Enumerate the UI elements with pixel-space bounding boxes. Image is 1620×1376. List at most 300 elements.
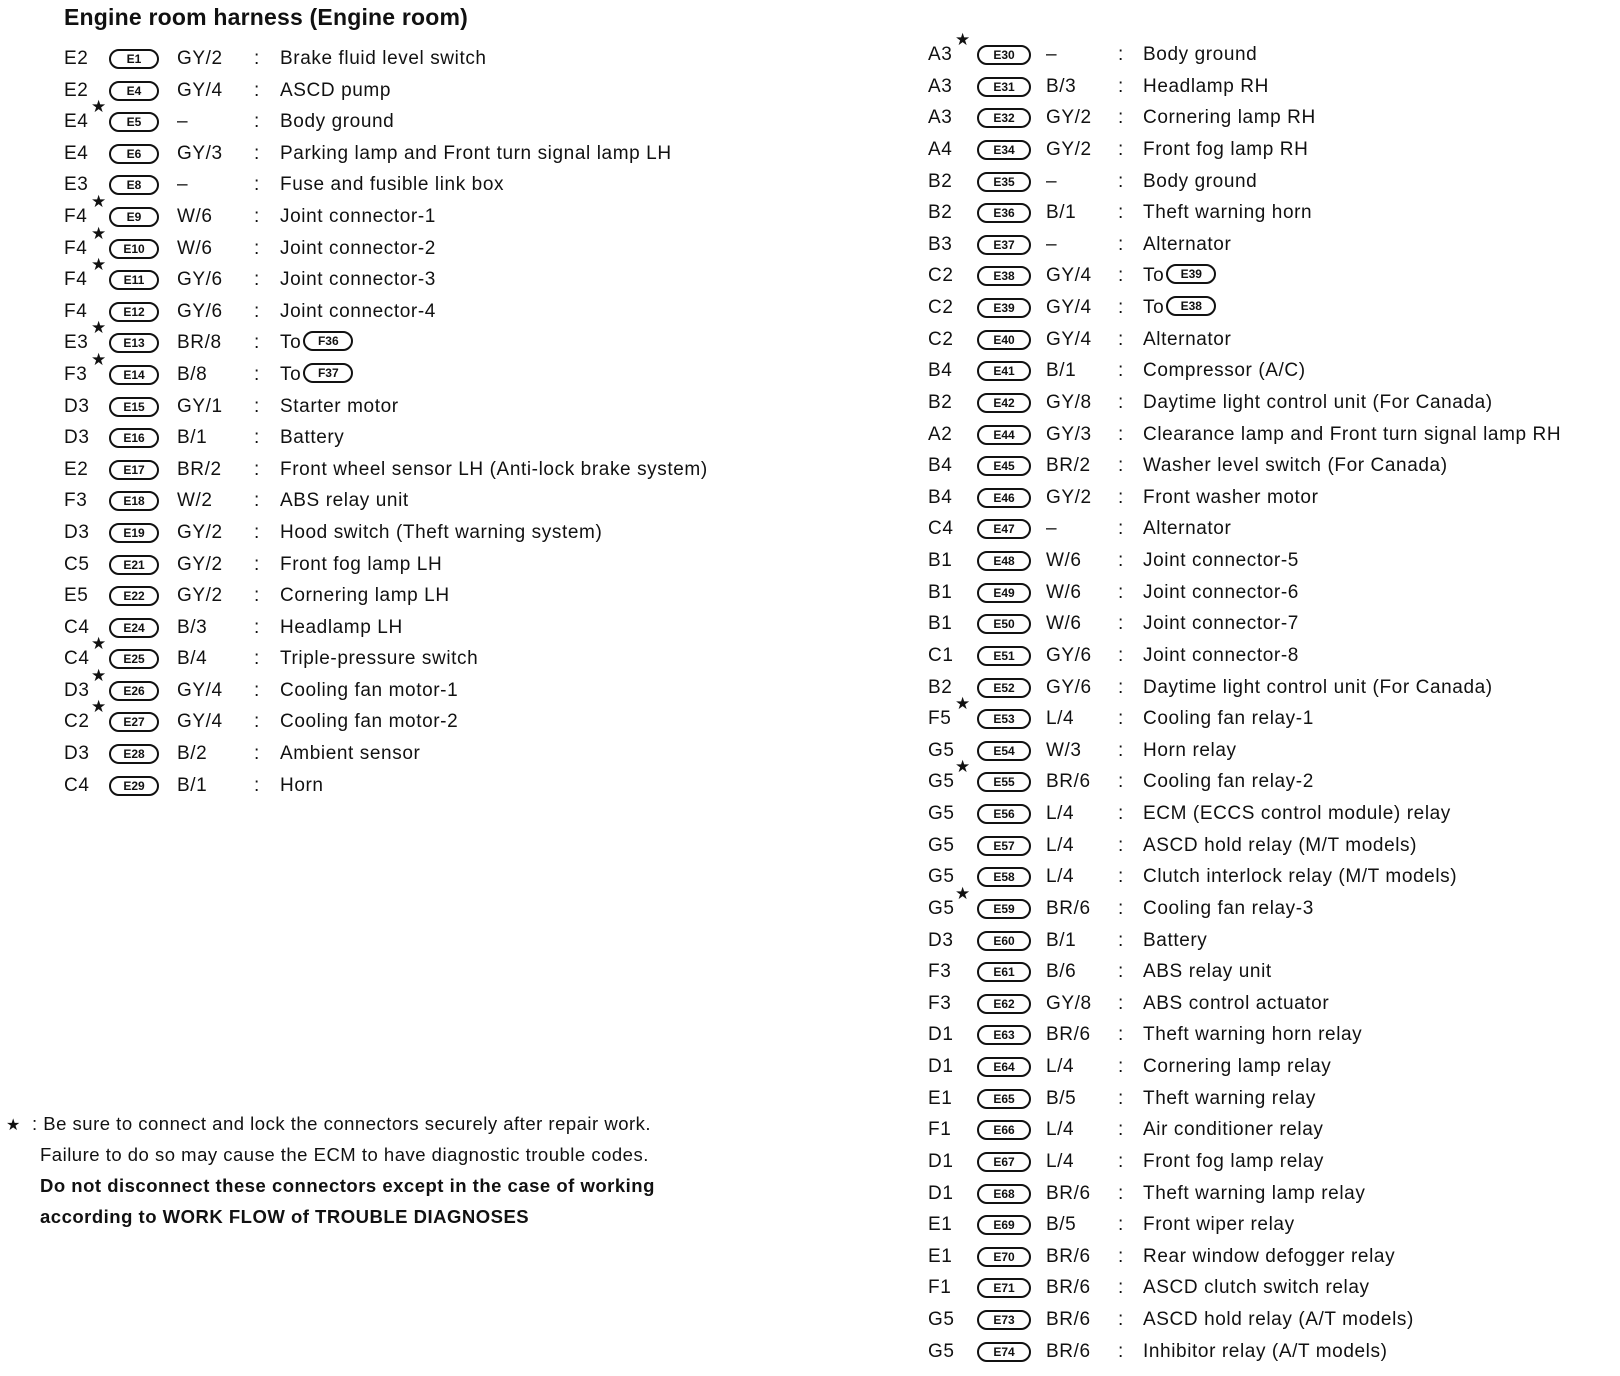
connector-description bbox=[280, 43, 487, 75]
grid-location: D1 bbox=[928, 1182, 954, 1204]
right-connector-list bbox=[928, 30, 1618, 1367]
wire-color-pins: GY/8 bbox=[1046, 992, 1092, 1014]
grid-location: D1 bbox=[928, 1150, 954, 1172]
description-text: Brake fluid level switch bbox=[280, 48, 487, 69]
connector-number-badge: E39 bbox=[977, 298, 1031, 318]
connector-description bbox=[1143, 1209, 1295, 1241]
connector-description bbox=[1143, 513, 1231, 545]
connector-row bbox=[64, 422, 844, 454]
connector-description bbox=[280, 706, 458, 738]
grid-location: D3 bbox=[64, 427, 90, 449]
connector-description bbox=[1143, 450, 1448, 482]
description-text: To bbox=[280, 332, 302, 354]
connector-number-badge: E28 bbox=[109, 744, 159, 764]
description-text: Joint connector-4 bbox=[280, 300, 436, 322]
description-text: ASCD hold relay (M/T models) bbox=[1143, 834, 1418, 856]
star-icon: ★ bbox=[91, 318, 107, 338]
connector-number-badge: E61 bbox=[977, 962, 1031, 982]
connector-row bbox=[64, 738, 844, 770]
connector-number-badge: E40 bbox=[977, 330, 1031, 350]
separator: : bbox=[254, 616, 260, 638]
description-text: Cooling fan relay-1 bbox=[1143, 708, 1314, 730]
wire-color-pins: B/1 bbox=[1046, 929, 1077, 951]
connector-row bbox=[928, 1051, 1618, 1083]
separator: : bbox=[1118, 1277, 1124, 1299]
connector-number-badge: E19 bbox=[109, 523, 159, 543]
description-text: Front fog lamp LH bbox=[280, 553, 443, 575]
connector-number-badge: E26 bbox=[109, 681, 159, 701]
grid-location: G5 bbox=[928, 1340, 955, 1362]
separator: : bbox=[1118, 486, 1124, 508]
description-text: Starter motor bbox=[280, 395, 399, 417]
grid-location: G5 bbox=[928, 771, 955, 793]
grid-location: E3 bbox=[64, 332, 89, 354]
description-text: Body ground bbox=[1143, 170, 1258, 192]
separator: : bbox=[254, 711, 260, 733]
description-text: Body ground bbox=[1143, 44, 1258, 65]
separator: : bbox=[1118, 328, 1124, 350]
wire-color-pins: GY/6 bbox=[177, 269, 223, 291]
connector-description bbox=[280, 359, 353, 391]
connector-description bbox=[1143, 1051, 1331, 1083]
separator: : bbox=[1118, 771, 1124, 793]
wire-color-pins: GY/6 bbox=[1046, 644, 1092, 666]
connector-description bbox=[280, 738, 420, 770]
connector-number-badge: E31 bbox=[977, 77, 1031, 97]
description-text: Cooling fan motor-1 bbox=[280, 679, 459, 701]
connector-description bbox=[1143, 1241, 1395, 1273]
connector-number-badge: E70 bbox=[977, 1247, 1031, 1267]
wire-color-pins: B/2 bbox=[177, 743, 208, 765]
connector-description bbox=[280, 580, 450, 612]
separator: : bbox=[1118, 1119, 1124, 1141]
grid-location: B2 bbox=[928, 202, 953, 224]
connector-description bbox=[280, 549, 442, 581]
grid-location: F5 bbox=[928, 708, 952, 730]
connector-number-badge: E12 bbox=[109, 302, 159, 322]
connector-description bbox=[280, 517, 602, 549]
connector-row bbox=[928, 757, 1618, 798]
description-text: To bbox=[1143, 265, 1165, 287]
connector-number-badge: E4 bbox=[109, 81, 159, 101]
separator: : bbox=[254, 679, 260, 701]
star-icon: ★ bbox=[91, 255, 107, 275]
grid-location: E5 bbox=[64, 585, 89, 607]
connector-row bbox=[928, 545, 1618, 577]
note-line-1: : Be sure to connect and lock the connectors securely after repair work. bbox=[32, 1113, 652, 1134]
description-text: Alternator bbox=[1143, 328, 1232, 350]
grid-location: F3 bbox=[928, 992, 952, 1014]
grid-location: B4 bbox=[928, 455, 953, 477]
wire-color-pins: L/4 bbox=[1046, 866, 1075, 888]
grid-location: F1 bbox=[928, 1119, 952, 1141]
separator: : bbox=[1118, 1245, 1124, 1267]
wire-color-pins: B/1 bbox=[1046, 202, 1077, 224]
connector-description bbox=[280, 422, 344, 454]
grid-location: F4 bbox=[64, 300, 88, 322]
connector-row bbox=[928, 925, 1618, 957]
connector-number-badge: E11 bbox=[109, 270, 159, 290]
grid-location: B2 bbox=[928, 170, 953, 192]
grid-location: C2 bbox=[64, 711, 90, 733]
description-text: Joint connector-5 bbox=[1143, 550, 1299, 571]
wire-color-pins: BR/6 bbox=[1046, 1340, 1091, 1362]
description-text: Front fog lamp RH bbox=[1143, 138, 1309, 160]
wire-color-pins: – bbox=[1046, 518, 1058, 540]
wire-color-pins: BR/6 bbox=[1046, 1024, 1091, 1046]
wire-color-pins: GY/4 bbox=[177, 711, 223, 733]
separator: : bbox=[254, 237, 260, 259]
grid-location: C4 bbox=[64, 616, 90, 638]
separator: : bbox=[254, 585, 260, 607]
connector-description bbox=[280, 675, 458, 707]
connector-row bbox=[64, 169, 844, 201]
description-text: Triple-pressure switch bbox=[280, 648, 479, 670]
description-text: Headlamp RH bbox=[1143, 75, 1269, 97]
separator: : bbox=[254, 427, 260, 449]
connector-number-badge: E38 bbox=[977, 266, 1031, 286]
wire-color-pins: BR/6 bbox=[1046, 1245, 1091, 1267]
description-text: Cornering lamp relay bbox=[1143, 1056, 1332, 1077]
grid-location: G5 bbox=[928, 866, 955, 888]
connector-description bbox=[1143, 134, 1308, 166]
star-icon: ★ bbox=[955, 757, 971, 777]
separator: : bbox=[254, 332, 260, 354]
grid-location: D3 bbox=[64, 679, 90, 701]
separator: : bbox=[254, 79, 260, 101]
connector-description bbox=[1143, 640, 1299, 672]
grid-location: C2 bbox=[928, 297, 954, 318]
to-connector-badge: E38 bbox=[1166, 296, 1216, 316]
grid-location: C1 bbox=[928, 644, 954, 666]
connector-number-badge: E48 bbox=[977, 551, 1031, 571]
connector-row bbox=[928, 956, 1618, 988]
connector-description bbox=[1143, 482, 1319, 514]
note-line-4: according to WORK FLOW of TROUBLE DIAGNOSES bbox=[40, 1206, 530, 1227]
separator: : bbox=[254, 48, 260, 69]
connector-row bbox=[928, 988, 1618, 1020]
connector-row bbox=[928, 166, 1618, 198]
separator: : bbox=[254, 269, 260, 291]
connector-number-badge: E57 bbox=[977, 836, 1031, 856]
description-text: Theft warning lamp relay bbox=[1143, 1182, 1366, 1204]
connector-number-badge: E37 bbox=[977, 235, 1031, 255]
wire-color-pins: – bbox=[1046, 233, 1058, 255]
connector-row bbox=[928, 1146, 1618, 1178]
connector-row bbox=[928, 513, 1618, 545]
connector-row bbox=[928, 883, 1618, 925]
connector-number-badge: E60 bbox=[977, 931, 1031, 951]
separator: : bbox=[1118, 550, 1124, 571]
separator: : bbox=[254, 553, 260, 575]
separator: : bbox=[254, 174, 260, 196]
description-text: Front wheel sensor LH (Anti-lock brake system) bbox=[280, 458, 708, 480]
grid-location: D1 bbox=[928, 1056, 954, 1077]
connector-row bbox=[928, 197, 1618, 229]
to-connector-badge: F37 bbox=[303, 363, 353, 383]
connector-description bbox=[1143, 102, 1316, 134]
description-text: Daytime light control unit (For Canada) bbox=[1143, 391, 1493, 413]
description-text: To bbox=[280, 363, 302, 385]
wire-color-pins: BR/6 bbox=[1046, 1309, 1091, 1330]
grid-location: G5 bbox=[928, 803, 955, 824]
connector-description bbox=[280, 327, 353, 359]
separator: : bbox=[1118, 423, 1124, 445]
description-text: Compressor (A/C) bbox=[1143, 360, 1306, 382]
connector-row bbox=[928, 260, 1618, 292]
grid-location: E4 bbox=[64, 111, 89, 133]
grid-location: C4 bbox=[928, 518, 954, 540]
connector-description bbox=[1143, 893, 1314, 925]
connector-number-badge: E17 bbox=[109, 460, 159, 480]
description-text: Air conditioner relay bbox=[1143, 1119, 1324, 1141]
connector-number-badge: E8 bbox=[109, 175, 159, 195]
separator: : bbox=[1118, 138, 1124, 160]
connector-number-badge: E73 bbox=[977, 1310, 1031, 1330]
connector-row bbox=[64, 349, 844, 391]
connector-row bbox=[928, 292, 1618, 324]
page-title: Engine room harness (Engine room) bbox=[64, 4, 469, 30]
connector-row bbox=[928, 387, 1618, 419]
wire-color-pins: W/6 bbox=[1046, 613, 1082, 635]
grid-location: F3 bbox=[928, 961, 952, 983]
connector-description bbox=[1143, 1304, 1414, 1336]
description-text: Cooling fan relay-3 bbox=[1143, 897, 1314, 919]
connector-number-badge: E68 bbox=[977, 1184, 1031, 1204]
wire-color-pins: BR/6 bbox=[1046, 1277, 1091, 1299]
grid-location: A4 bbox=[928, 138, 953, 160]
wire-color-pins: W/6 bbox=[1046, 550, 1082, 571]
connector-row bbox=[64, 296, 844, 328]
wire-color-pins: BR/6 bbox=[1046, 897, 1091, 919]
connector-number-badge: E32 bbox=[977, 108, 1031, 128]
description-text: Clutch interlock relay (M/T models) bbox=[1143, 866, 1458, 888]
connector-description bbox=[1143, 577, 1299, 609]
separator: : bbox=[1118, 265, 1124, 287]
connector-row bbox=[64, 665, 844, 707]
connector-number-badge: E53 bbox=[977, 709, 1031, 729]
wire-color-pins: GY/1 bbox=[177, 395, 223, 417]
connector-row bbox=[928, 30, 1618, 71]
connector-number-badge: E45 bbox=[977, 456, 1031, 476]
description-text: Joint connector-1 bbox=[280, 205, 436, 227]
description-text: Inhibitor relay (A/T models) bbox=[1143, 1340, 1388, 1362]
connector-row bbox=[64, 191, 844, 233]
description-text: Clearance lamp and Front turn signal lamp RH bbox=[1143, 423, 1562, 445]
connector-number-badge: E67 bbox=[977, 1152, 1031, 1172]
separator: : bbox=[1118, 1309, 1124, 1330]
description-text: Joint connector-8 bbox=[1143, 644, 1299, 666]
connector-row bbox=[64, 318, 844, 359]
description-text: Theft warning horn relay bbox=[1143, 1024, 1363, 1046]
connector-description bbox=[1143, 861, 1457, 893]
grid-location: C2 bbox=[928, 265, 954, 287]
connector-row bbox=[928, 577, 1618, 609]
connector-number-badge: E46 bbox=[977, 488, 1031, 508]
grid-location: F4 bbox=[64, 237, 88, 259]
description-text: Horn relay bbox=[1143, 739, 1237, 761]
connector-description bbox=[1143, 830, 1417, 862]
connector-row bbox=[928, 482, 1618, 514]
grid-location: E1 bbox=[928, 1245, 953, 1267]
grid-location: F4 bbox=[64, 205, 88, 227]
connector-row bbox=[64, 517, 844, 549]
connector-description bbox=[1143, 197, 1312, 229]
connector-number-badge: E6 bbox=[109, 144, 159, 164]
connector-description bbox=[280, 138, 672, 170]
grid-location: B3 bbox=[928, 233, 953, 255]
wire-color-pins: GY/4 bbox=[177, 679, 223, 701]
description-text: Cornering lamp LH bbox=[280, 585, 450, 607]
to-connector-badge: E39 bbox=[1166, 264, 1216, 284]
star-icon: ★ bbox=[955, 694, 971, 714]
connector-row bbox=[928, 735, 1618, 767]
connector-description bbox=[1143, 1336, 1388, 1368]
grid-location: A3 bbox=[928, 44, 953, 65]
wire-color-pins: – bbox=[177, 111, 189, 133]
connector-row bbox=[928, 102, 1618, 134]
connector-description bbox=[1143, 956, 1272, 988]
connector-number-badge: E34 bbox=[977, 140, 1031, 160]
separator: : bbox=[1118, 613, 1124, 635]
grid-location: F4 bbox=[64, 269, 88, 291]
connector-number-badge: E42 bbox=[977, 393, 1031, 413]
description-text: Alternator bbox=[1143, 233, 1232, 255]
wire-color-pins: GY/8 bbox=[1046, 391, 1092, 413]
connector-row bbox=[928, 1304, 1618, 1336]
connector-description bbox=[1143, 260, 1216, 292]
wire-color-pins: W/6 bbox=[1046, 581, 1082, 603]
connector-description bbox=[280, 264, 436, 296]
connector-number-badge: E63 bbox=[977, 1025, 1031, 1045]
connector-description bbox=[1143, 703, 1314, 735]
wire-color-pins: W/6 bbox=[177, 205, 213, 227]
description-text: Cooling fan relay-2 bbox=[1143, 771, 1314, 793]
star-icon: ★ bbox=[91, 97, 107, 117]
star-icon: ★ bbox=[91, 634, 107, 654]
connector-row bbox=[928, 229, 1618, 261]
description-text: Theft warning horn bbox=[1143, 202, 1313, 224]
connector-row bbox=[928, 861, 1618, 893]
connector-row bbox=[64, 549, 844, 581]
connector-description bbox=[280, 201, 436, 233]
grid-location: D3 bbox=[64, 521, 90, 543]
connector-number-badge: E54 bbox=[977, 741, 1031, 761]
separator: : bbox=[1118, 1056, 1124, 1077]
star-icon: ★ bbox=[91, 223, 107, 243]
description-text: Daytime light control unit (For Canada) bbox=[1143, 676, 1493, 698]
connector-description bbox=[280, 169, 504, 201]
description-text: Body ground bbox=[280, 111, 395, 133]
connector-description bbox=[280, 643, 478, 675]
separator: : bbox=[1118, 1150, 1124, 1172]
separator: : bbox=[1118, 803, 1124, 824]
connector-number-badge: E9 bbox=[109, 207, 159, 227]
wire-color-pins: B/3 bbox=[1046, 75, 1077, 97]
connector-row bbox=[64, 138, 844, 170]
connector-description bbox=[1143, 608, 1299, 640]
connector-number-badge: E16 bbox=[109, 428, 159, 448]
connector-row bbox=[64, 485, 844, 517]
connector-row bbox=[64, 97, 844, 138]
description-text: ABS relay unit bbox=[280, 490, 409, 512]
connector-row bbox=[928, 672, 1618, 704]
connector-description bbox=[1143, 988, 1329, 1020]
wire-color-pins: L/4 bbox=[1046, 803, 1075, 824]
grid-location: E1 bbox=[928, 1087, 953, 1109]
connector-row bbox=[64, 454, 844, 486]
description-text: Theft warning relay bbox=[1143, 1087, 1316, 1109]
connector-description bbox=[1143, 735, 1237, 767]
grid-location: B1 bbox=[928, 613, 953, 635]
connector-number-badge: E64 bbox=[977, 1057, 1031, 1077]
wire-color-pins: GY/6 bbox=[177, 300, 223, 322]
connector-number-badge: E25 bbox=[109, 649, 159, 669]
wire-color-pins: – bbox=[177, 174, 189, 196]
connector-description bbox=[1143, 545, 1299, 577]
separator: : bbox=[1118, 708, 1124, 730]
connector-row bbox=[64, 75, 844, 107]
wire-color-pins: GY/2 bbox=[1046, 107, 1092, 129]
connector-description bbox=[280, 75, 391, 107]
description-text: ABS control actuator bbox=[1143, 992, 1330, 1014]
grid-location: E2 bbox=[64, 48, 89, 69]
wire-color-pins: B/8 bbox=[177, 363, 208, 385]
separator: : bbox=[254, 648, 260, 670]
separator: : bbox=[1118, 676, 1124, 698]
connector-number-badge: E27 bbox=[109, 712, 159, 732]
connector-description bbox=[1143, 1178, 1365, 1210]
connector-row bbox=[928, 1336, 1618, 1368]
connector-number-badge: E49 bbox=[977, 583, 1031, 603]
description-text: Front fog lamp relay bbox=[1143, 1150, 1324, 1172]
connector-description bbox=[1143, 71, 1269, 103]
separator: : bbox=[1118, 961, 1124, 983]
connector-number-badge: E62 bbox=[977, 994, 1031, 1014]
connector-number-badge: E71 bbox=[977, 1278, 1031, 1298]
connector-description bbox=[1143, 1019, 1362, 1051]
connector-row bbox=[928, 419, 1618, 451]
separator: : bbox=[1118, 455, 1124, 477]
wire-color-pins: GY/4 bbox=[1046, 328, 1092, 350]
separator: : bbox=[1118, 644, 1124, 666]
connector-row bbox=[928, 355, 1618, 387]
grid-location: E3 bbox=[64, 174, 89, 196]
description-text: Battery bbox=[1143, 929, 1208, 951]
connector-description bbox=[1143, 324, 1231, 356]
separator: : bbox=[254, 142, 260, 164]
connector-description bbox=[1143, 1083, 1316, 1115]
description-text: Parking lamp and Front turn signal lamp LH bbox=[280, 142, 672, 164]
connector-row bbox=[928, 1209, 1618, 1241]
connector-row bbox=[64, 391, 844, 423]
connector-number-badge: E1 bbox=[109, 49, 159, 69]
connector-number-badge: E14 bbox=[109, 365, 159, 385]
grid-location: C4 bbox=[64, 774, 90, 796]
separator: : bbox=[1118, 581, 1124, 603]
connector-row bbox=[928, 1019, 1618, 1051]
separator: : bbox=[1118, 233, 1124, 255]
grid-location: D1 bbox=[928, 1024, 954, 1046]
connector-number-badge: E69 bbox=[977, 1215, 1031, 1235]
wire-color-pins: GY/3 bbox=[177, 142, 223, 164]
connector-row bbox=[64, 580, 844, 612]
description-text: ASCD hold relay (A/T models) bbox=[1143, 1309, 1414, 1330]
star-icon: ★ bbox=[91, 665, 107, 685]
connector-description bbox=[280, 391, 399, 423]
connector-number-badge: E55 bbox=[977, 772, 1031, 792]
grid-location: E2 bbox=[64, 458, 89, 480]
